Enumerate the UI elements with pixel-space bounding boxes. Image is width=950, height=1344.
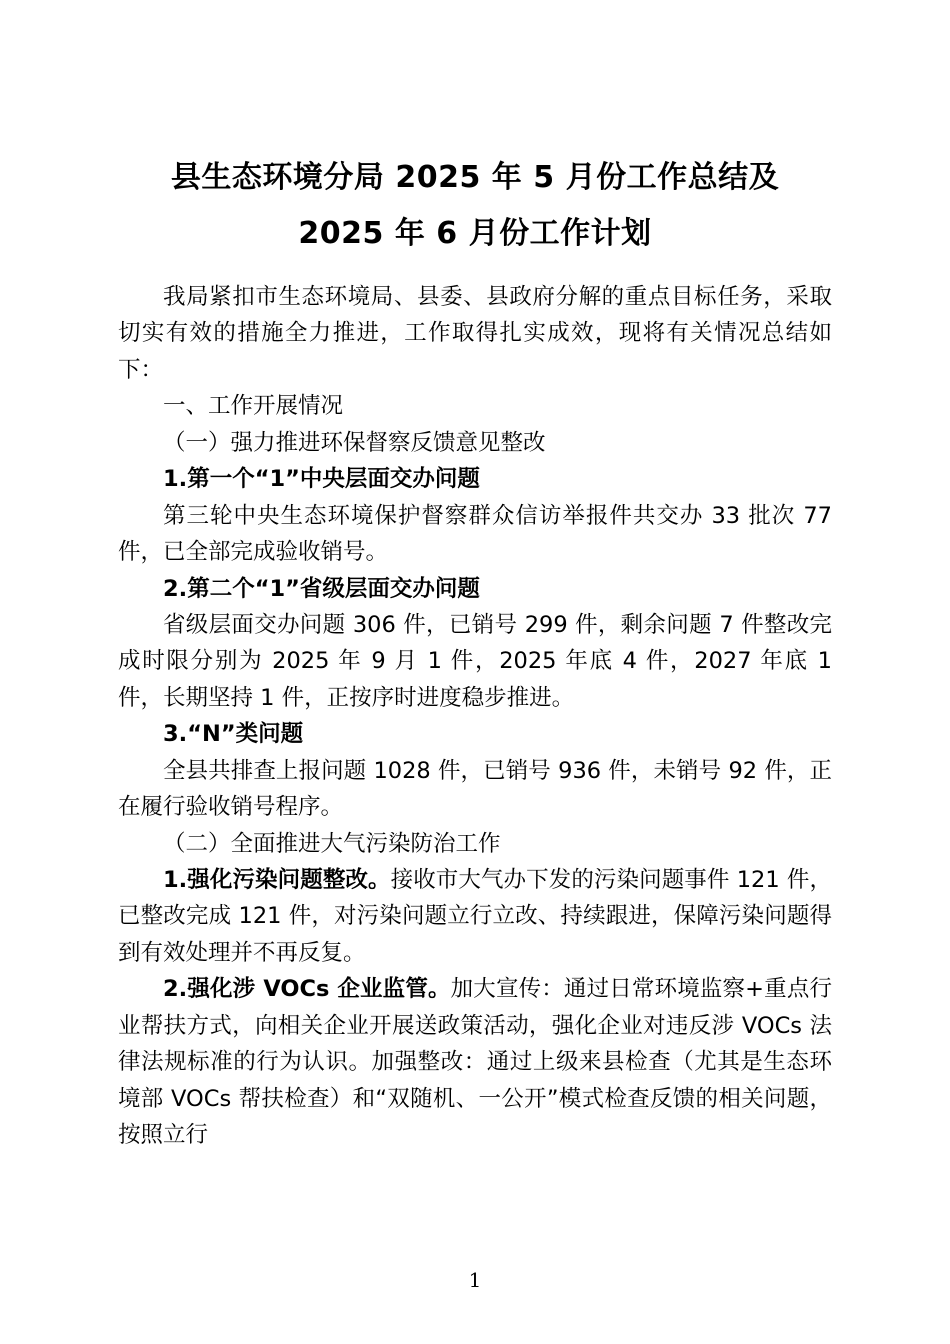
paragraph-subsection-one-2: （二）全面推进大气污染防治工作 [163,830,501,857]
paragraph-item-4-lead: 1.强化污染问题整改。 [163,867,391,893]
paragraph-item-5-lead: 2.强化涉 VOCs 企业监管。 [163,976,451,1003]
page-title-line-1: 县生态环境分局 2025 年 5 月份工作总结及 [170,160,780,195]
paragraph-item-5-text: 加大宣传：通过日常环境监察+重点行业帮扶方式，向相关企业开展送政策活动，强化企业对违反涉 VOCs 法律法规标准的行为认识。加强整改：通过上级来县检查（尤其是生态环境部 VOCs 帮扶检查）和“双随机、一公开”模式检查反馈的相关问题，按照立行 [118,976,832,1149]
paragraph-item-5 [118,971,832,1153]
paragraph-section-one: 一、工作开展情况 [163,393,344,420]
page-title-line-2: 2025 年 6 月份工作计划 [298,215,652,251]
paragraph-intro: 我局紧扣市生态环境局、县委、县政府分解的重点目标任务，采取切实有效的措施全力推进，工作取得扎实成效，现将有关情况总结如下： [118,284,832,383]
document-body [118,279,832,1154]
page-number: 1 [468,1268,482,1292]
paragraph-item-2-body: 省级层面交办问题 306 件，已销号 299 件，剩余问题 7 件整改完成时限分别为 2025 年 9 月 1 件，2025 年底 4 件，2027 年底 1 件，长期坚持 1 件，正按序时进度稳步推进。 [118,611,832,711]
paragraph-item-4 [118,862,832,971]
paragraph-item-1-body: 第三轮中央生态环境保护督察群众信访举报件共交办 33 批次 77 件，已全部完成验收销号。 [118,502,832,566]
page-title [118,150,832,261]
paragraph-item-1-heading: 1.第一个“1”中央层面交办问题 [163,466,480,493]
paragraph-item-3-body: 全县共排查上报问题 1028 件，已销号 936 件，未销号 92 件，正在履行验收销号程序。 [118,757,832,821]
paragraph-subsection-one-1: （一）强力推进环保督察反馈意见整改 [163,429,546,456]
paragraph-item-2-heading: 2.第二个“1”省级层面交办问题 [163,575,480,602]
paragraph-item-4-text: 接收市大气办下发的污染问题事件 121 件，已整改完成 121 件，对污染问题立行立改、持续跟进，保障污染问题得到有效处理并不再反复。 [118,867,832,966]
paragraph-item-3-heading: 3.“N”类问题 [163,721,304,748]
